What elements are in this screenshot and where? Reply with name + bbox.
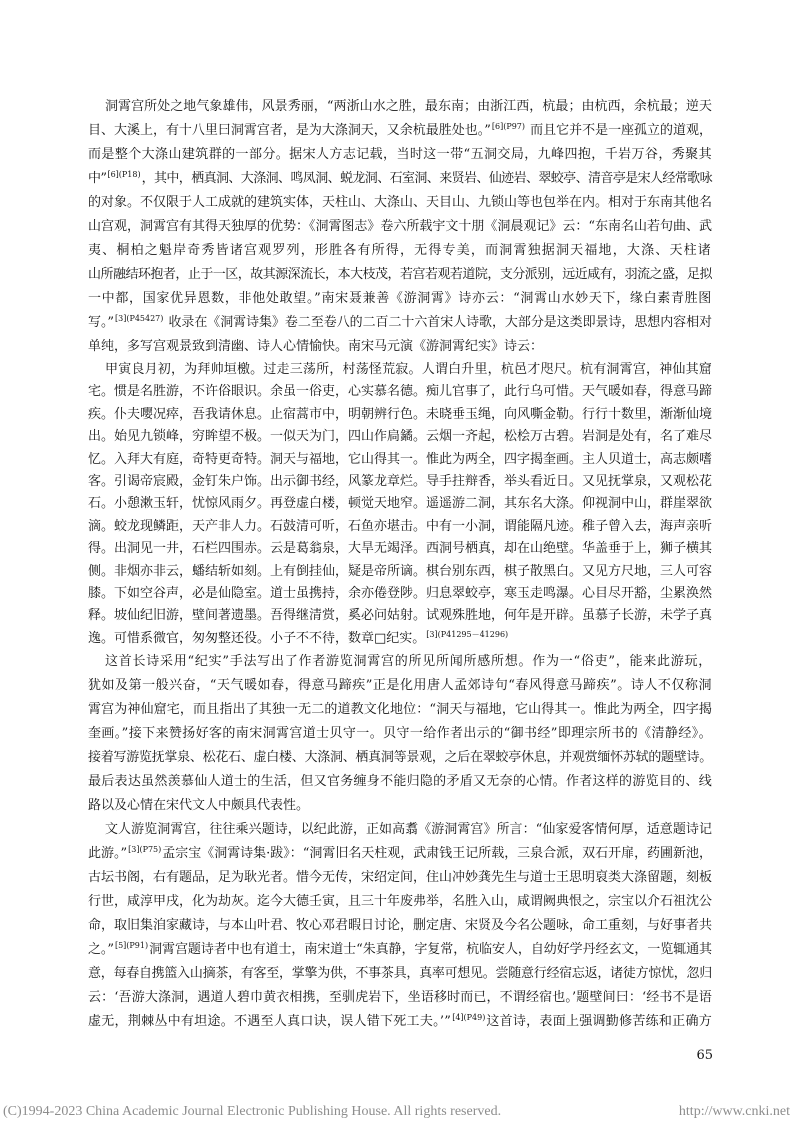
line-content bbox=[88, 894, 712, 909]
line-content bbox=[88, 429, 712, 444]
text-run: 石。小憩漱玉轩，忧惊风雨夕。再登虚白楼，顿觉天地窄。遥遥游二洞，其东名大涤。仰视洞中山，群崖翠欲 bbox=[88, 496, 712, 512]
poem-line bbox=[88, 628, 712, 650]
citation-ref: [3](P45427) bbox=[114, 314, 164, 323]
line-content bbox=[88, 726, 712, 741]
publisher-footer bbox=[3, 1103, 790, 1121]
line-content bbox=[88, 870, 712, 885]
line-content bbox=[88, 1014, 712, 1029]
line-content bbox=[88, 774, 712, 789]
citation-ref: [5](P91) bbox=[114, 941, 149, 951]
poem-line bbox=[88, 583, 712, 605]
citation-ref: [4](P49) bbox=[452, 1013, 486, 1023]
line-content bbox=[88, 564, 712, 579]
text-line bbox=[88, 770, 712, 794]
text-line bbox=[88, 95, 712, 119]
text-line bbox=[88, 818, 712, 842]
line-content bbox=[88, 496, 712, 511]
line-content bbox=[88, 608, 712, 623]
text-line bbox=[88, 167, 712, 191]
poem-line bbox=[88, 404, 712, 426]
text-run: 这首长诗采用“纪实”手法写出了作者游览洞霄宫的所见所闻所感所想。作为一“俗吏”，能来此游玩， bbox=[105, 654, 712, 670]
text-line bbox=[88, 263, 712, 287]
text-run: 得。出洞见一井，石栏四围赤。云是葛翁泉，大旱无竭泽。西洞号栖真，却在山绝壁。华盖垂于上，狮子横其 bbox=[88, 541, 712, 557]
text-line bbox=[88, 674, 712, 698]
citation-ref: [3](P75) bbox=[128, 845, 162, 855]
text-run: 忆。入拜大有庭，奇特更奇特。洞天与福地，它山得其一。惟此为两全，四字揭奎画。主人贝道士，高志颇嗜 bbox=[88, 451, 712, 467]
text-line bbox=[88, 722, 712, 746]
text-run: 一中都，国家优异恩数，非他处敢望。”南宋聂兼善《游洞霄》诗亦云：“洞霄山水妙天下，缘白素青胜图 bbox=[88, 291, 712, 306]
citation-ref: [3](P41295－41296) bbox=[426, 629, 509, 639]
poem-line bbox=[88, 471, 712, 493]
copyright-notice: (C)1994-2023 China Academic Journal Electronic Publishing House. All rights reserved. bbox=[3, 1104, 502, 1119]
line-content bbox=[105, 362, 712, 377]
citation-ref: [6](P18) bbox=[107, 170, 141, 179]
poem-line bbox=[88, 449, 712, 471]
text-line bbox=[88, 287, 712, 311]
line-content bbox=[88, 407, 712, 422]
text-line bbox=[88, 191, 712, 215]
line-content bbox=[88, 243, 712, 258]
text-run: 犹如及第一般兴奋，“天气暖如春，得意马蹄疾”正是化用唐人孟郊诗句“春风得意马蹄疾”。诗人不仅称洞 bbox=[88, 678, 712, 694]
text-run: 逸。可惜系微官，匆匆整还役。小子不不待，数章□纪实。 bbox=[88, 630, 426, 646]
poem-line bbox=[88, 381, 712, 403]
line-content bbox=[88, 452, 712, 467]
text-line bbox=[88, 143, 712, 167]
text-run: 行世，咸淳甲戌，化为劫灰。迄今大德壬寅，且三十年废弗举，名胜入山，咸谓阙典恨之，宗宝以介石祖沈公 bbox=[88, 894, 712, 910]
line-content bbox=[88, 942, 712, 957]
line-content bbox=[88, 267, 712, 282]
text-run: 膝。下如空谷声，必是仙隐室。道士虽携持，余亦倦登陟。归息翠蛟亭，寒玉走鸣瀑。心目尽开豁，尘累涣然 bbox=[88, 585, 712, 601]
text-run: 此游。” bbox=[88, 846, 128, 862]
poem-block bbox=[88, 359, 712, 650]
text-line bbox=[88, 866, 712, 890]
line-content bbox=[88, 798, 309, 813]
text-line bbox=[88, 698, 712, 722]
line-content bbox=[88, 315, 712, 330]
line-content bbox=[88, 846, 712, 861]
text-run: 单纯，多写宫观景致到清幽、诗人心情愉快。南宋马元演《游洞霄纪实》诗云： bbox=[88, 339, 544, 354]
text-run: 云：‘吾游大涤洞，遇道人碧巾黄衣相携，至驯虎岩下，坐语移时而已，不谓经宿也。’题壁间曰：‘经书不是语 bbox=[88, 990, 712, 1006]
text-run: 意，每春自携篮入山摘茶，有客至，掌擎为供，不事茶具，真率可想见。尝随意行经宿忘返，诸徒方惊忧，忽归 bbox=[88, 966, 712, 982]
text-run: 出。始见九锁峰，穷眸望不极。一似天为门，四山作扃鐍。云烟一齐起，松桧万古碧。岩洞是处有，名了难尽 bbox=[88, 429, 712, 445]
text-run: 收录在《洞霄诗集》卷二至卷八的二百二十六首宋人诗歌，大部分是这类即景诗，思想内容相对 bbox=[164, 315, 712, 330]
line-content bbox=[88, 586, 712, 601]
poem-line bbox=[88, 493, 712, 515]
citation-ref: [6](P97) bbox=[491, 122, 525, 131]
text-run: 最后表达虽然羡慕仙人道士的生活，但又官务缠身不能归隐的矛盾又无奈的心情。作者这样的游览目的、线 bbox=[88, 774, 712, 790]
text-run: 侧。非烟亦非云，蟠结斩如刻。上有倒挂仙，疑是帝所谪。棋台别东西，棋子散黑白。又见方尺地，三人可容 bbox=[88, 563, 712, 579]
text-run: 奎画。”接下来赞扬好客的南宋洞霄宫道士贝守一。贝守一给作者出示的“御书经”即理宗所书的《清静经》。 bbox=[88, 726, 712, 742]
line-content bbox=[88, 219, 712, 234]
poem-line bbox=[88, 516, 712, 538]
text-run: 文人游览洞霄宫，往往乘兴题诗，以纪此游，正如高翥《游洞霄宫》所言：“仙家爱客情何厚，适意题诗记 bbox=[105, 822, 712, 838]
text-run: 疾。仆夫嘤况瘁，吾我请休息。止宿蒿市中，明朝辨行色。未晓垂玉绳，向风嘶金勒。行行十数里，渐渐仙境 bbox=[88, 406, 712, 422]
text-line bbox=[88, 914, 712, 938]
text-line bbox=[88, 842, 712, 866]
text-run: 古坛书阁，右有题品，足为耿光者。惜今无传，宋绍定间，住山冲妙龚先生与道士王思明裒类大涤留题，刻板 bbox=[88, 870, 712, 886]
text-run: 洞霄宫题诗者中也有道士，南宋道士“朱真静，字复常，杭临安人，自幼好学丹经玄文，一览辄通其 bbox=[149, 942, 712, 958]
text-run: 中” bbox=[88, 171, 107, 186]
line-content bbox=[88, 123, 712, 138]
text-run: 接着写游览抚掌泉、松花石、虚白楼、大涤洞、栖真洞等景观，之后在翠蛟亭休息，并观赏缅怀苏轼的题壁诗。 bbox=[88, 750, 712, 766]
text-run: 滴。蛟龙现鳞距，天产非人力。石鼓清可听，石鱼亦堪击。中有一小洞，谓能隔凡迹。稚子曾入去，海声亲听 bbox=[88, 518, 712, 534]
line-content bbox=[105, 99, 712, 114]
publisher-url: http://www.cnki.net bbox=[678, 1104, 790, 1119]
text-run: 洞霄宫所处之地气象雄伟，风景秀丽，“两浙山水之胜，最东南；由浙江西，杭最；由杭西，余杭最；逆天 bbox=[105, 99, 712, 114]
text-run: 甲寅良月初，为拜帅垣檄。过走三荡所，村荡怪荒寂。人谓白升里，杭邑才咫尺。杭有洞霄宫，神仙其窟 bbox=[105, 362, 712, 377]
text-run: 孟宗宝《洞霄诗集·跋》：“洞霄旧名天柱观，武肃钱王记所载，三泉合派，双石开扉，药圃新池， bbox=[162, 846, 712, 862]
text-line bbox=[88, 239, 712, 263]
line-content bbox=[88, 147, 712, 162]
text-line bbox=[88, 962, 712, 986]
line-content bbox=[88, 966, 712, 981]
text-line bbox=[88, 1010, 712, 1034]
poem-line bbox=[88, 359, 712, 381]
line-content bbox=[88, 678, 712, 693]
analysis-paragraph bbox=[88, 650, 712, 818]
text-run: 山宫观，洞霄宫有其得天独厚的优势：《洞霄图志》卷六所载宇文十朋《洞晨观记》云：“东南名山若句曲、武 bbox=[88, 219, 712, 234]
text-line bbox=[88, 311, 712, 335]
text-line bbox=[88, 938, 712, 962]
text-line bbox=[88, 794, 712, 818]
text-run: 的对象。不仅限于人工成就的建筑实体，天柱山、大涤山、天目山、九锁山等也包举在内。相对于东南其他名 bbox=[88, 195, 712, 210]
text-line bbox=[88, 746, 712, 770]
line-content bbox=[88, 990, 712, 1005]
text-run: 而是整个大涤山建筑群的一部分。据宋人方志记载，当时这一带“五洞交局，九峰四抱，千岩万谷，秀聚其 bbox=[88, 147, 712, 162]
line-content bbox=[88, 702, 712, 717]
text-run: 命，取旧集洎家藏诗，与本山叶君、牧心邓君暇日讨论，删定唐、宋贤及今名公题咏，命工重刻，与好事者共 bbox=[88, 918, 712, 934]
intro-paragraph bbox=[88, 95, 712, 359]
text-run: 目、大溪上，有十八里曰洞霄宫者，是为大涤洞天，又余杭最胜处也。” bbox=[88, 123, 491, 138]
text-line bbox=[88, 986, 712, 1010]
poem-line bbox=[88, 605, 712, 627]
text-line bbox=[88, 119, 712, 143]
text-line bbox=[88, 215, 712, 239]
text-run: 虚无，荆棘丛中有坦途。不遇至人真口诀，误人错下死工夫。’” bbox=[88, 1014, 452, 1030]
text-line bbox=[88, 650, 712, 674]
text-run: 路以及心情在宋代文人中颇具代表性。 bbox=[88, 798, 310, 814]
line-content bbox=[88, 384, 712, 399]
line-content bbox=[88, 918, 712, 933]
line-content bbox=[88, 541, 712, 556]
discussion-paragraph bbox=[88, 818, 712, 1034]
article-body bbox=[88, 95, 712, 1034]
text-run: ，其中，栖真洞、大涤洞、鸣凤洞、蜕龙洞、石室洞、来贤岩、仙迹岩、翠蛟亭、清音亭是宋人经常歌咏 bbox=[141, 171, 712, 186]
text-run: 写。” bbox=[88, 315, 114, 330]
poem-line bbox=[88, 426, 712, 448]
text-run: 客。引谒帝宸殿，金钉朱户饰。出示御书经，风篆龙章烂。导手拄辩香，举头看近日。又见抚掌泉，又观松花 bbox=[88, 473, 712, 489]
line-content bbox=[88, 339, 543, 354]
line-content bbox=[88, 631, 509, 646]
text-line bbox=[88, 890, 712, 914]
line-content bbox=[88, 474, 712, 489]
text-line bbox=[88, 335, 712, 359]
text-run: 夷、桐柏之魁岸奇秀皆诸宫观罗列，形胜各有所得，无得专美，而洞霄独据洞天福地，大涤、天柱诸 bbox=[88, 243, 712, 258]
line-content bbox=[88, 750, 712, 765]
line-content bbox=[88, 519, 712, 534]
text-run: 释。坡仙纪旧游，壁间著遗墨。吾得继清赏，奚必问姑射。试观殊胜地，何年是开辟。虽慕子长游，未学子真 bbox=[88, 608, 712, 624]
text-run: 而且它并不是一座孤立的道观， bbox=[526, 123, 712, 138]
line-content bbox=[88, 195, 712, 210]
text-run: 宅。惯是名胜游，不许俗眼识。余虽一俗吏，心实慕名德。痴儿官事了，此行乌可惜。天气暖如春，得意马蹄 bbox=[88, 384, 712, 400]
text-run: 山所融结环抱者，止于一区，故其源深流长，本大枝茂，若宫若观若道院，支分派别，远近咸有，羽流之盛，足拟 bbox=[88, 267, 712, 282]
line-content bbox=[105, 822, 712, 837]
text-run: 之。” bbox=[88, 942, 114, 958]
poem-line bbox=[88, 561, 712, 583]
page-number: 65 bbox=[696, 1048, 713, 1063]
line-content bbox=[88, 291, 712, 306]
text-run: 霄宫为神仙窟宅，而且指出了其独一无二的道教文化地位：“洞天与福地，它山得其一。惟此为两全，四字揭 bbox=[88, 702, 712, 718]
line-content bbox=[88, 171, 712, 186]
poem-line bbox=[88, 538, 712, 560]
line-content bbox=[105, 654, 712, 669]
text-run: 这首诗，表面上强调勤修苦练和正确方 bbox=[486, 1014, 712, 1030]
